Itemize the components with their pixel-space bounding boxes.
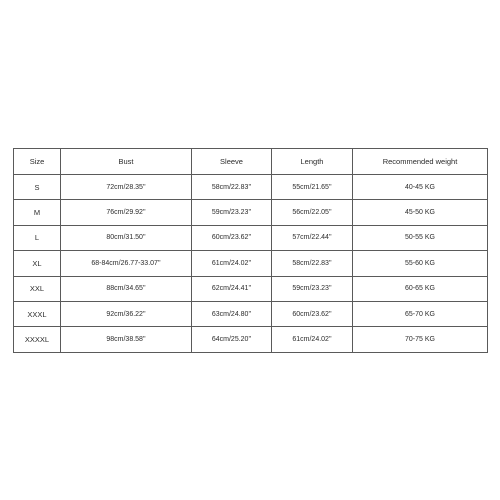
length-cell: 60cm/23.62'' bbox=[272, 301, 353, 326]
table-row bbox=[14, 225, 488, 250]
length-cell: 61cm/24.02'' bbox=[272, 327, 353, 352]
sleeve-cell: 59cm/23.23'' bbox=[192, 200, 272, 225]
sleeve-cell: 64cm/25.20'' bbox=[192, 327, 272, 352]
weight-cell: 40-45 KG bbox=[353, 175, 488, 200]
bust-cell: 72cm/28.35'' bbox=[61, 175, 192, 200]
weight-cell: 50-55 KG bbox=[353, 225, 488, 250]
table-row bbox=[14, 301, 488, 326]
table-row bbox=[14, 276, 488, 301]
weight-cell: 45-50 KG bbox=[353, 200, 488, 225]
weight-cell: 70-75 KG bbox=[353, 327, 488, 352]
length-cell: 56cm/22.05'' bbox=[272, 200, 353, 225]
table-row bbox=[14, 175, 488, 200]
sleeve-cell: 60cm/23.62'' bbox=[192, 225, 272, 250]
sleeve-cell: 58cm/22.83'' bbox=[192, 175, 272, 200]
table-row bbox=[14, 327, 488, 352]
header-size: Size bbox=[14, 149, 61, 175]
table-row bbox=[14, 251, 488, 276]
length-cell: 58cm/22.83'' bbox=[272, 251, 353, 276]
table-row bbox=[14, 200, 488, 225]
table-header-row bbox=[14, 149, 488, 175]
size-cell: XL bbox=[14, 251, 61, 276]
size-cell: L bbox=[14, 225, 61, 250]
size-cell: XXXL bbox=[14, 301, 61, 326]
bust-cell: 80cm/31.50'' bbox=[61, 225, 192, 250]
header-recommended-weight: Recommended weight bbox=[353, 149, 488, 175]
bust-cell: 98cm/38.58'' bbox=[61, 327, 192, 352]
size-cell: XXXXL bbox=[14, 327, 61, 352]
length-cell: 59cm/23.23'' bbox=[272, 276, 353, 301]
sleeve-cell: 63cm/24.80'' bbox=[192, 301, 272, 326]
size-cell: XXL bbox=[14, 276, 61, 301]
bust-cell: 88cm/34.65'' bbox=[61, 276, 192, 301]
header-sleeve: Sleeve bbox=[192, 149, 272, 175]
size-chart-table bbox=[13, 148, 488, 353]
bust-cell: 76cm/29.92'' bbox=[61, 200, 192, 225]
size-cell: S bbox=[14, 175, 61, 200]
sleeve-cell: 61cm/24.02'' bbox=[192, 251, 272, 276]
weight-cell: 60-65 KG bbox=[353, 276, 488, 301]
header-bust: Bust bbox=[61, 149, 192, 175]
header-length: Length bbox=[272, 149, 353, 175]
length-cell: 57cm/22.44'' bbox=[272, 225, 353, 250]
size-cell: M bbox=[14, 200, 61, 225]
weight-cell: 65-70 KG bbox=[353, 301, 488, 326]
bust-cell: 68-84cm/26.77-33.07'' bbox=[61, 251, 192, 276]
bust-cell: 92cm/36.22'' bbox=[61, 301, 192, 326]
sleeve-cell: 62cm/24.41'' bbox=[192, 276, 272, 301]
weight-cell: 55-60 KG bbox=[353, 251, 488, 276]
length-cell: 55cm/21.65'' bbox=[272, 175, 353, 200]
